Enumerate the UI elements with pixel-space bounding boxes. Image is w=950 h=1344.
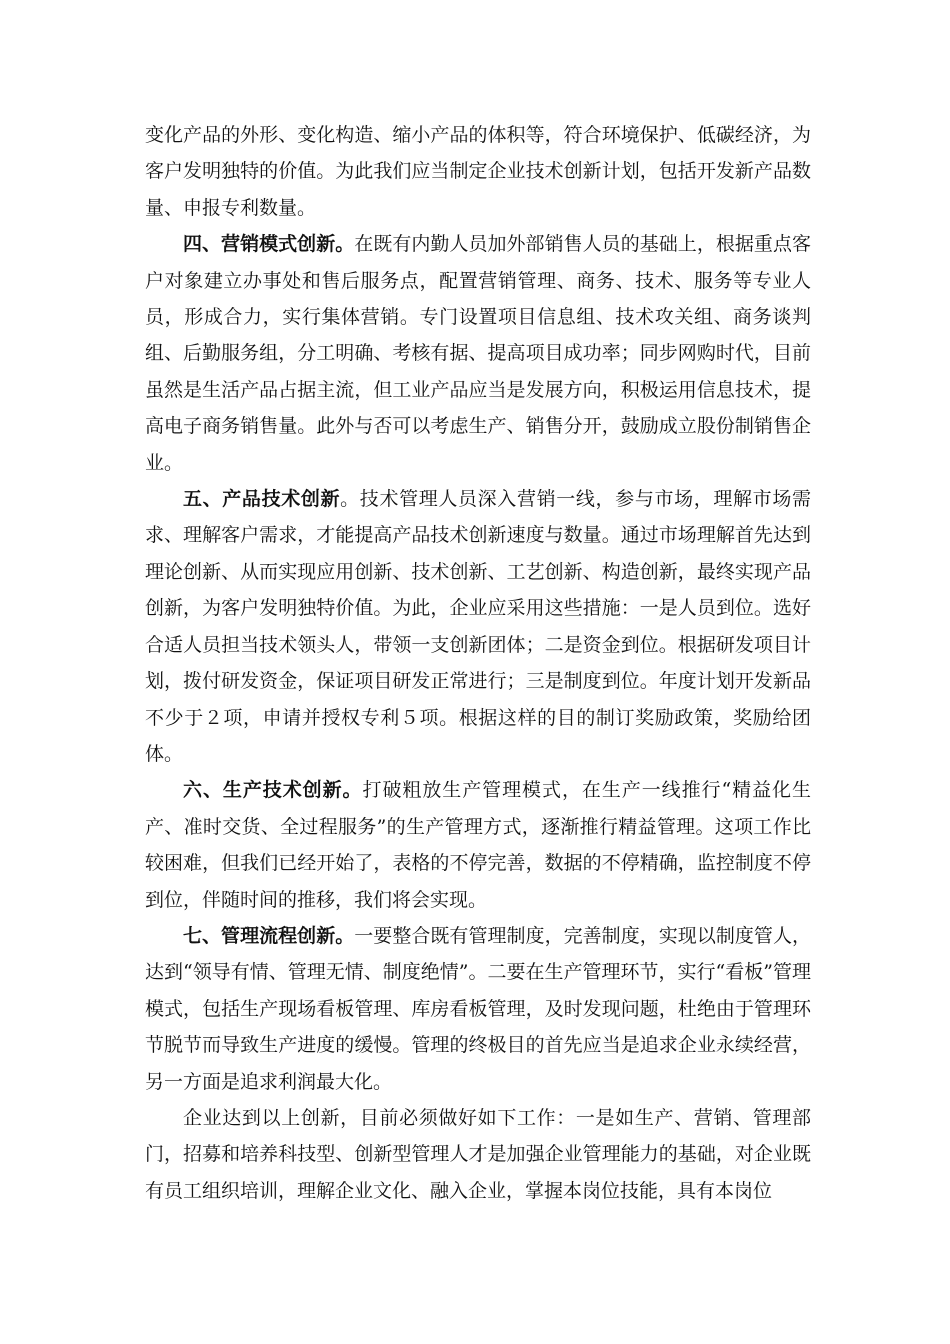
paragraph-text: 在既有内勤人员加外部销售人员的基础上，根据重点客户对象建立办事处和售后服务点，配置营销管理、商务、技术、服务等专业人员，形成合力，实行集体营销。专门设置项目信息组、技术攻关组、商务谈判组、后勤服务组，分工明确、考核有据、提高项目成功率；同步网购时代，目前虽然是生活产品占据主流，但工业产品应当是发展方向，积极运用信息技术，提高电子商务销售量。此外与否可以考虑生产、销售分开，鼓励成立股份制销售企业。 [145, 233, 811, 474]
paragraph-text: 变化产品的外形、变化构造、缩小产品的体积等，符合环境保护、低碳经济，为客户发明独特的价值。为此我们应当制定企业技术创新计划，包括开发新产品数量、申报专利数量。 [145, 124, 811, 219]
paragraph-text: 。技术管理人员深入营销一线，参与市场，理解市场需求、理解客户需求，才能提高产品技术创新速度与数量。通过市场理解首先达到理论创新、从而实现应用创新、技术创新、工艺创新、构造创新，最终实现产品创新，为客户发明独特价值。为此，企业应采用这些措施：一是人员到位。选好合适人员担当技术领头人，带领一支创新团体；二是资金到位。根据研发项目计划，拨付研发资金，保证项目研发正常进行；三是制度到位。年度计划开发新品不少于２项，申请并授权专利５项。根据这样的目的制订奖励政策，奖励给团体。 [145, 488, 811, 765]
section-heading: 七、管理流程创新。 [183, 924, 355, 947]
paragraph-production-tech-innovation [145, 772, 811, 918]
paragraph-management-process-innovation [145, 918, 811, 1100]
section-heading: 五、产品技术创新 [183, 488, 341, 511]
paragraph-product-tech-innovation [145, 481, 811, 772]
paragraph-marketing-innovation [145, 226, 811, 481]
paragraph-text: 一要整合既有管理制度，完善制度，实现以制度管人，达到“领导有情、管理无情、制度绝情”。二要在生产管理环节，实行“看板”管理模式，包括生产现场看板管理、库房看板管理，及时发现问题，杜绝由于管理环节脱节而导致生产进度的缓慢。管理的终极目的首先应当是追求企业永续经营，另一方面是追求利润最大化。 [145, 924, 811, 1093]
paragraph-continued [145, 117, 811, 226]
paragraph-text: 企业达到以上创新，目前必须做好如下工作：一是如生产、营销、管理部门，招募和培养科技型、创新型管理人才是加强企业管理能力的基础，对企业既有员工组织培训，理解企业文化、融入企业，掌握本岗位技能，具有本岗位 [145, 1106, 811, 1202]
document-body [145, 117, 811, 1209]
paragraph-requirements [145, 1100, 811, 1209]
paragraph-text: 打破粗放生产管理模式，在生产一线推行“精益化生产、准时交货、全过程服务”的生产管理方式，逐渐推行精益管理。这项工作比较困难，但我们已经开始了，表格的不停完善，数据的不停精确，监控制度不停到位，伴随时间的推移，我们将会实现。 [145, 779, 811, 911]
section-heading: 四、营销模式创新。 [183, 233, 355, 256]
section-heading: 六、生产技术创新。 [183, 779, 363, 802]
